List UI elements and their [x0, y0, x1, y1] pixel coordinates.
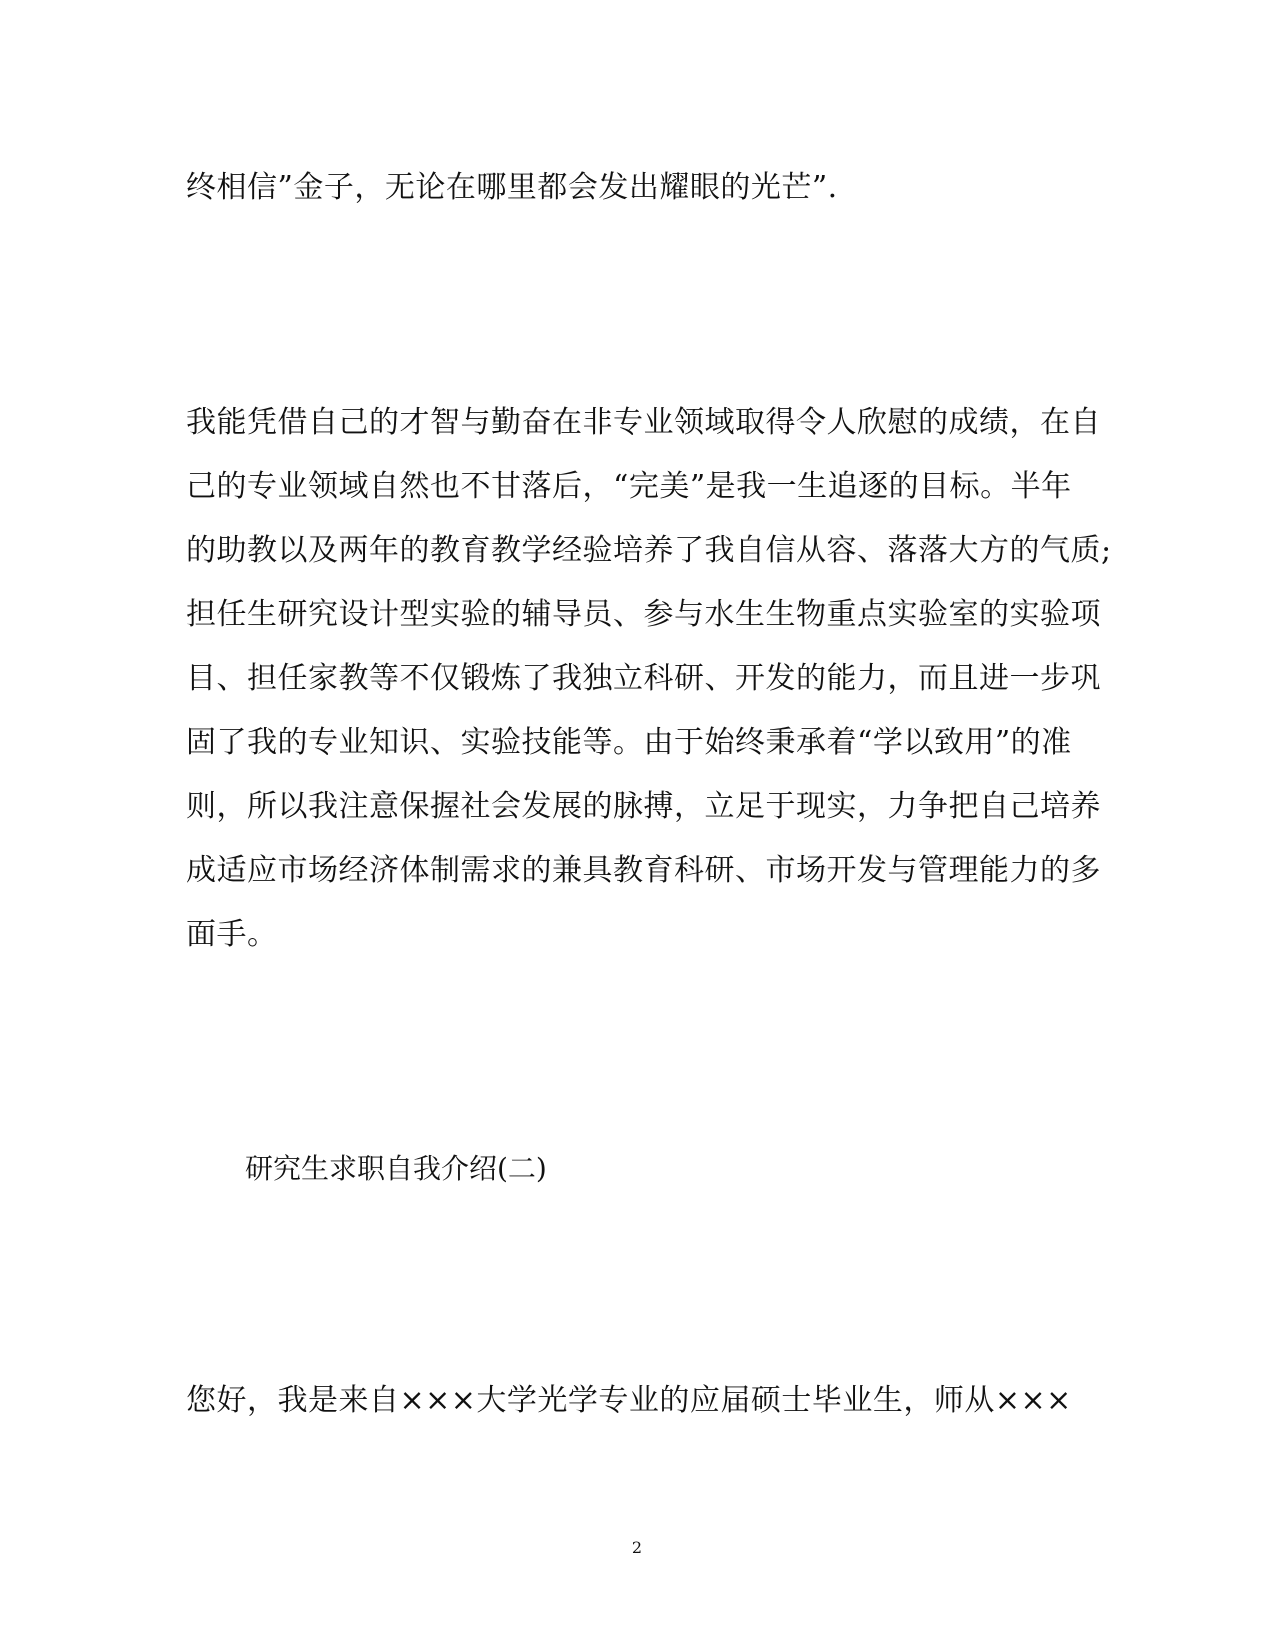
paragraph-1-line-1: 终相信”金子，无论在哪里都会发出耀眼的光芒”. [186, 170, 838, 205]
paragraph-2-line-9: 面手。 [186, 917, 278, 952]
paragraph-2-line-2: 己的专业领域自然也不甘落后，“完美”是我一生追逐的目标。半年 [186, 469, 1072, 504]
paragraph-2-line-3: 的助教以及两年的教育教学经验培养了我自信从容、落落大方的气质; [186, 533, 1112, 568]
paragraph-2-line-7: 则，所以我注意保握社会发展的脉搏，立足于现实，力争把自己培养 [186, 789, 1101, 824]
paragraph-3-line-1: 您好，我是来自×××大学光学专业的应届硕士毕业生，师从××× [186, 1383, 1072, 1418]
paragraph-2-line-4: 担任生研究设计型实验的辅导员、参与水生生物重点实验室的实验项 [186, 597, 1101, 632]
paragraph-2-line-5: 目、担任家教等不仅锻炼了我独立科研、开发的能力，而且进一步巩 [186, 661, 1101, 696]
paragraph-2-line-1: 我能凭借自己的才智与勤奋在非专业领域取得令人欣慰的成绩，在自 [186, 405, 1101, 440]
paragraph-2-line-8: 成适应市场经济体制需求的兼具教育科研、市场开发与管理能力的多 [186, 853, 1101, 888]
paragraph-2-line-6: 固了我的专业知识、实验技能等。由于始终秉承着“学以致用”的准 [186, 725, 1072, 760]
page-number: 2 [631, 1538, 643, 1557]
section-heading: 研究生求职自我介绍(二) [245, 1152, 547, 1185]
